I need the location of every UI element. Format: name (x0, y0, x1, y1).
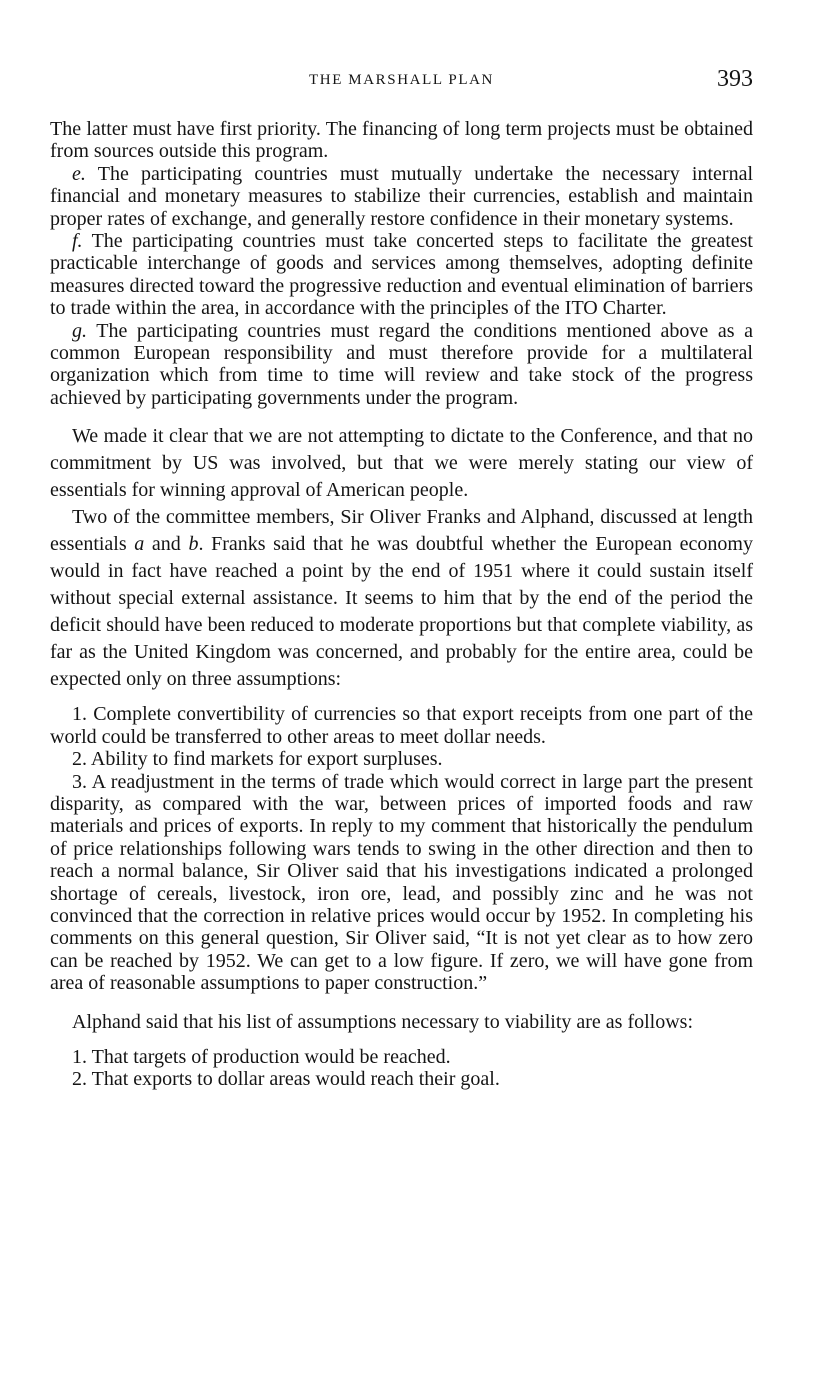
condition-f (50, 230, 753, 320)
committee-text-1: Two of the committee members, Sir Oliver Franks and Alphand, discussed at length essentials (50, 506, 753, 556)
list-item-number: 1. (72, 703, 87, 726)
committee-text-3: . Franks said that he was doubtful whether the European economy would in fact have reached a point by the end of 1951 where it could sustain itself without special external assistance. It seems to him that by the end of the period the deficit should have been reduced to moderate proportions but that complete viability, as far as the United Kingdom was concerned, and probably for the entire area, could be expected only on three assumptions: (50, 533, 753, 691)
list-item (50, 748, 753, 770)
condition-g (50, 320, 753, 410)
conditions-block (50, 118, 753, 409)
alphand-assumptions-list (50, 1046, 753, 1091)
body-text (50, 118, 753, 1090)
list-item (50, 771, 753, 995)
list-item-number: 2. (72, 1067, 87, 1090)
list-item-text: Ability to find markets for export surpluses. (87, 748, 443, 771)
list-item (50, 1046, 753, 1068)
list-item (50, 703, 753, 748)
list-item-text: That targets of production would be reached. (87, 1045, 451, 1068)
running-head: THE MARSHALL PLAN (309, 72, 494, 88)
list-item-number: 1. (72, 1045, 87, 1068)
essential-b-label: b (188, 533, 199, 556)
list-item (50, 1068, 753, 1090)
page-header (50, 68, 753, 98)
list-item-number: 3. (72, 770, 87, 793)
essential-a-label: a (134, 533, 145, 556)
list-item-text: A readjustment in the terms of trade which would correct in large part the present disparity, as compared with the war, between prices of imported foods and raw materials and prices of exports. In reply to my comment that historically the pendulum of price relationships following wars tends to swing in the other direction and then to reach a normal balance, Sir Oliver said that his investigations indicated a prolonged shortage of cereals, livestock, iron ore, lead, and possibly zinc and he was not convinced that the correction in relative prices would occur by 1952. In completing his comments on this general question, Sir Oliver said, “It is not yet clear as to how zero can be reached by 1952. We can get to a low figure. If zero, we will have gone from area of reasonable assumptions to paper construction.” (50, 770, 753, 995)
list-item-number: 2. (72, 748, 87, 771)
condition-f-text: The participating countries must take concerted steps to facilitate the greatest practicable interchange of goods and services among themselves, adopting definite measures directed toward the progressive reduction and eventual elimination of barriers to trade within the area, in accordance with the principles of the ITO Charter. (50, 230, 753, 320)
franks-assumptions-list (50, 703, 753, 994)
condition-e-text: The participating countries must mutually undertake the necessary internal financial and monetary measures to stabilize their currencies, establish and maintain proper rates of exchange, and generally restore confidence in their monetary systems. (50, 162, 753, 230)
list-item-text: Complete convertibility of currencies so that export receipts from one part of the world could be transferred to other areas to meet dollar needs. (50, 703, 753, 748)
list-item-text: That exports to dollar areas would reach their goal. (87, 1067, 500, 1090)
paragraph-made-clear: We made it clear that we are not attempting to dictate to the Conference, and that no commitment by US was involved, but that we were merely stating our view of essentials for winning approval of American people. (50, 425, 753, 502)
condition-g-label: g. (72, 319, 87, 342)
paragraph-committee-members (50, 504, 753, 693)
condition-e (50, 163, 753, 230)
committee-text-2: and (144, 533, 189, 556)
condition-e-label: e. (72, 162, 86, 185)
condition-g-text: The participating countries must regard the conditions mentioned above as a common European responsibility and must therefore provide for a multilateral organization which from time to time will review and take stock of the progress achieved by participating governments under the program. (50, 319, 753, 409)
alphand-block (50, 1009, 753, 1036)
paragraph-latter-priority: The latter must have first priority. The financing of long term projects must be obtained from sources outside this program. (50, 118, 753, 163)
paragraph-alphand: Alphand said that his list of assumptions necessary to viability are as follows: (72, 1010, 694, 1033)
narrative-block (50, 423, 753, 693)
page-number: 393 (717, 66, 753, 92)
condition-f-label: f. (72, 230, 83, 253)
